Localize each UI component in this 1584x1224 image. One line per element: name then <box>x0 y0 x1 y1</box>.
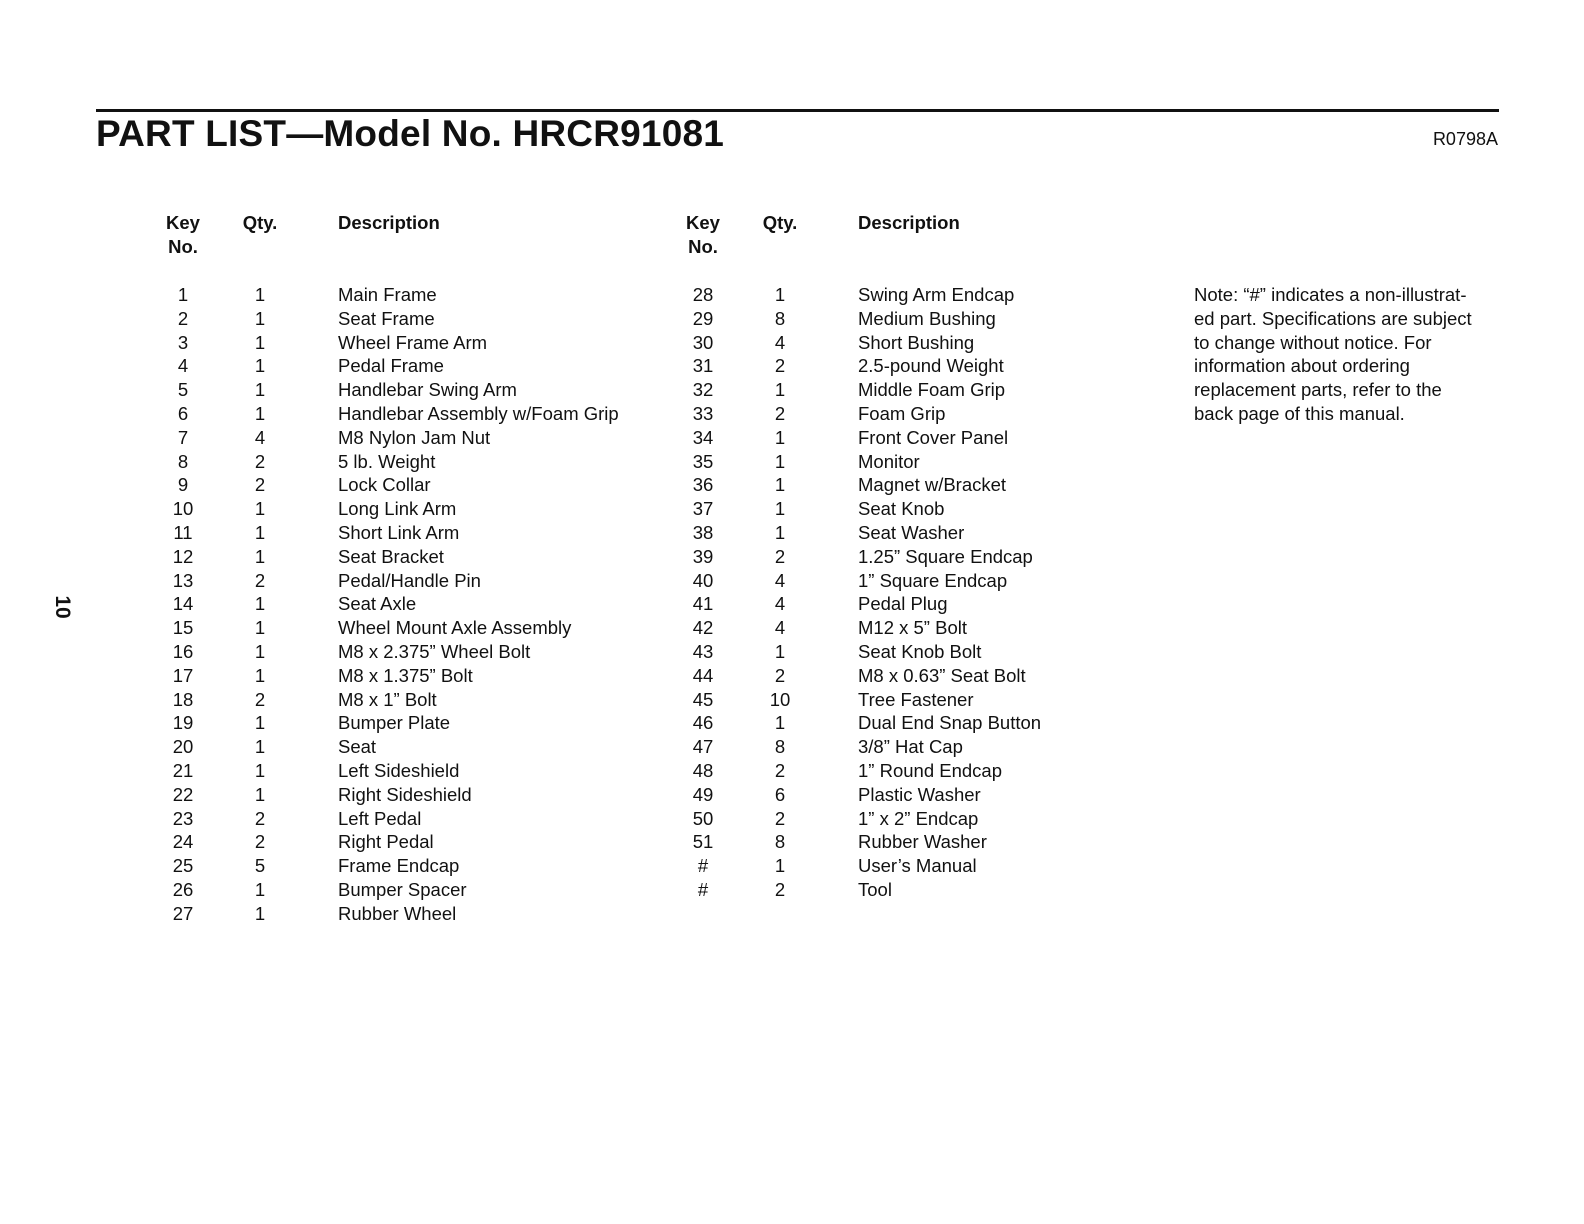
key-no-cell: 47 <box>692 736 714 758</box>
table-row <box>152 592 666 616</box>
table-row <box>152 569 666 593</box>
description-cell: Handlebar Assembly w/Foam Grip <box>338 402 619 424</box>
note-line: to change without notice. For <box>1194 331 1432 353</box>
key-no-cell: 48 <box>692 759 714 781</box>
table-row <box>672 759 1186 783</box>
table-row <box>672 830 1186 854</box>
description-cell: Medium Bushing <box>858 307 996 329</box>
qty-cell: 1 <box>254 284 266 305</box>
table-row <box>672 711 1186 735</box>
table-row <box>152 450 666 474</box>
parts-table-right <box>672 211 1186 902</box>
table-row <box>672 592 1186 616</box>
qty-cell: 1 <box>254 759 266 781</box>
description-header: Description <box>338 212 440 233</box>
table-row <box>672 473 1186 497</box>
table-row <box>152 664 666 688</box>
key-no-header: Key No. <box>686 212 720 257</box>
table-row <box>672 878 1186 902</box>
key-no-cell: 33 <box>692 402 714 424</box>
key-no-cell: 41 <box>692 593 714 615</box>
qty-cell: 2 <box>774 545 786 567</box>
table-row <box>672 402 1186 426</box>
qty-cell: 10 <box>769 688 791 710</box>
qty-cell: 6 <box>774 783 786 805</box>
description-cell: Dual End Snap Button <box>858 712 1042 734</box>
table-row <box>152 354 666 378</box>
table-header <box>672 211 1186 283</box>
key-no-cell: 9 <box>177 474 189 496</box>
table-row <box>672 331 1186 355</box>
description-cell: Seat <box>338 736 377 758</box>
key-no-cell: 17 <box>172 664 194 686</box>
qty-cell: 2 <box>774 807 786 829</box>
qty-cell: 1 <box>254 664 266 686</box>
key-no-cell: 25 <box>172 855 194 877</box>
qty-cell: 4 <box>774 569 786 591</box>
table-row <box>152 759 666 783</box>
key-no-cell: 38 <box>692 521 714 543</box>
qty-cell: 2 <box>774 878 786 900</box>
qty-cell: 1 <box>254 331 266 353</box>
qty-cell: 1 <box>254 521 266 543</box>
table-row <box>672 783 1186 807</box>
description-cell: Magnet w/Bracket <box>858 474 1007 496</box>
qty-cell: 1 <box>254 783 266 805</box>
table-row <box>672 354 1186 378</box>
note-line: ed part. Specifications are subject <box>1194 307 1472 329</box>
description-cell: 1” Round Endcap <box>858 759 1002 781</box>
key-no-cell: 24 <box>172 831 194 853</box>
qty-cell: 1 <box>774 855 786 877</box>
table-row <box>152 497 666 521</box>
qty-cell: 2 <box>254 688 266 710</box>
description-cell: 1” x 2” Endcap <box>858 807 979 829</box>
key-no-header: Key No. <box>166 212 200 257</box>
description-cell: Seat Washer <box>858 521 965 543</box>
description-cell: Seat Bracket <box>338 545 444 567</box>
table-row <box>152 283 666 307</box>
key-no-cell: 50 <box>692 807 714 829</box>
table-row <box>672 497 1186 521</box>
parts-table-left <box>152 211 666 926</box>
description-cell: Bumper Plate <box>338 712 451 734</box>
description-cell: Left Sideshield <box>338 759 460 781</box>
table-row <box>672 640 1186 664</box>
qty-cell: 1 <box>254 878 266 900</box>
qty-header: Qty. <box>762 212 798 233</box>
key-no-cell: 16 <box>172 640 194 662</box>
key-no-cell: 10 <box>172 498 194 520</box>
table-row <box>152 878 666 902</box>
description-cell: Front Cover Panel <box>858 426 1009 448</box>
qty-cell: 2 <box>774 759 786 781</box>
description-cell: 5 lb. Weight <box>338 450 436 472</box>
key-no-cell: 40 <box>692 569 714 591</box>
key-no-cell: 22 <box>172 783 194 805</box>
description-cell: M8 x 0.63” Seat Bolt <box>858 664 1026 686</box>
key-no-cell: 49 <box>692 783 714 805</box>
description-cell: Handlebar Swing Arm <box>338 379 517 401</box>
table-row <box>152 378 666 402</box>
qty-cell: 5 <box>254 855 266 877</box>
description-cell: Right Sideshield <box>338 783 472 805</box>
qty-cell: 1 <box>774 521 786 543</box>
description-cell: Monitor <box>858 450 920 472</box>
table-row <box>672 521 1186 545</box>
qty-cell: 8 <box>774 736 786 758</box>
key-no-cell: 8 <box>177 450 189 472</box>
key-no-cell: 2 <box>177 307 189 329</box>
qty-cell: 1 <box>774 712 786 734</box>
qty-cell: 1 <box>254 498 266 520</box>
description-cell: Pedal/Handle Pin <box>338 569 481 591</box>
description-header: Description <box>858 212 960 233</box>
note-line: replacement parts, refer to the <box>1194 379 1442 401</box>
table-row <box>152 307 666 331</box>
description-cell: Left Pedal <box>338 807 422 829</box>
qty-cell: 1 <box>774 498 786 520</box>
description-cell: Seat Frame <box>338 307 435 329</box>
table-row <box>152 854 666 878</box>
description-cell: M8 Nylon Jam Nut <box>338 426 491 448</box>
description-cell: Middle Foam Grip <box>858 379 1006 401</box>
description-cell: Foam Grip <box>858 402 946 424</box>
table-row <box>152 331 666 355</box>
table-row <box>672 426 1186 450</box>
description-cell: Lock Collar <box>338 474 431 496</box>
key-no-cell: 21 <box>172 759 194 781</box>
qty-cell: 1 <box>254 402 266 424</box>
table-row <box>672 735 1186 759</box>
key-no-cell: 39 <box>692 545 714 567</box>
parts-rows <box>152 283 666 926</box>
description-cell: M12 x 5” Bolt <box>858 617 967 639</box>
table-row <box>152 783 666 807</box>
key-no-cell: 4 <box>177 355 189 377</box>
key-no-cell: 13 <box>172 569 194 591</box>
description-cell: 2.5-pound Weight <box>858 355 1004 377</box>
description-cell: Seat Axle <box>338 593 417 615</box>
qty-cell: 2 <box>774 402 786 424</box>
table-row <box>672 664 1186 688</box>
key-no-cell: 6 <box>177 402 189 424</box>
key-no-cell: # <box>697 855 709 877</box>
key-no-cell: 7 <box>177 426 189 448</box>
table-row <box>672 854 1186 878</box>
description-cell: M8 x 1” Bolt <box>338 688 437 710</box>
qty-cell: 8 <box>774 307 786 329</box>
qty-cell: 4 <box>774 617 786 639</box>
qty-cell: 1 <box>774 450 786 472</box>
qty-header: Qty. <box>242 212 278 233</box>
key-no-cell: 46 <box>692 712 714 734</box>
description-cell: Frame Endcap <box>338 855 460 877</box>
description-cell: 1” Square Endcap <box>858 569 1008 591</box>
qty-cell: 1 <box>254 593 266 615</box>
page-number: 10 <box>51 595 74 619</box>
key-no-cell: # <box>697 878 709 900</box>
key-no-cell: 3 <box>177 331 189 353</box>
qty-cell: 1 <box>254 736 266 758</box>
table-row <box>152 807 666 831</box>
table-row <box>152 711 666 735</box>
qty-cell: 1 <box>254 355 266 377</box>
description-cell: Plastic Washer <box>858 783 981 805</box>
table-row <box>152 521 666 545</box>
qty-cell: 1 <box>254 379 266 401</box>
table-row <box>152 402 666 426</box>
qty-cell: 1 <box>774 474 786 496</box>
table-row <box>152 640 666 664</box>
table-row <box>152 902 666 926</box>
key-no-cell: 14 <box>172 593 194 615</box>
qty-cell: 2 <box>254 831 266 853</box>
qty-cell: 1 <box>254 545 266 567</box>
qty-cell: 4 <box>774 331 786 353</box>
table-row <box>672 450 1186 474</box>
qty-cell: 8 <box>774 831 786 853</box>
description-cell: Tool <box>858 878 892 900</box>
table-row <box>672 378 1186 402</box>
table-row <box>152 616 666 640</box>
description-cell: Pedal Frame <box>338 355 444 377</box>
key-no-cell: 35 <box>692 450 714 472</box>
key-no-cell: 32 <box>692 379 714 401</box>
table-row <box>672 545 1186 569</box>
description-cell: Tree Fastener <box>858 688 974 710</box>
description-cell: M8 x 2.375” Wheel Bolt <box>338 640 531 662</box>
qty-cell: 2 <box>254 569 266 591</box>
key-no-cell: 30 <box>692 331 714 353</box>
description-cell: Swing Arm Endcap <box>858 284 1015 305</box>
key-no-cell: 45 <box>692 688 714 710</box>
key-no-cell: 44 <box>692 664 714 686</box>
note-line: Note: “#” indicates a non-illustrat- <box>1194 284 1467 305</box>
table-row <box>152 830 666 854</box>
description-cell: M8 x 1.375” Bolt <box>338 664 473 686</box>
key-no-cell: 18 <box>172 688 194 710</box>
description-cell: Rubber Washer <box>858 831 987 853</box>
qty-cell: 1 <box>774 379 786 401</box>
description-cell: 1.25” Square Endcap <box>858 545 1033 567</box>
key-no-cell: 51 <box>692 831 714 853</box>
qty-cell: 4 <box>774 593 786 615</box>
key-no-cell: 28 <box>692 284 714 305</box>
key-no-cell: 11 <box>173 521 193 543</box>
parts-rows <box>672 283 1186 902</box>
key-no-cell: 34 <box>692 426 714 448</box>
document-code: R0798A <box>1432 129 1498 149</box>
key-no-cell: 1 <box>177 284 189 305</box>
table-row <box>152 545 666 569</box>
qty-cell: 1 <box>774 640 786 662</box>
description-cell: User’s Manual <box>858 855 977 877</box>
description-cell: Right Pedal <box>338 831 434 853</box>
key-no-cell: 42 <box>692 617 714 639</box>
table-row <box>672 283 1186 307</box>
description-cell: Long Link Arm <box>338 498 457 520</box>
key-no-cell: 29 <box>692 307 714 329</box>
description-cell: Bumper Spacer <box>338 878 467 900</box>
key-no-cell: 20 <box>172 736 194 758</box>
qty-cell: 2 <box>774 664 786 686</box>
key-no-cell: 5 <box>177 379 189 401</box>
description-cell: Main Frame <box>338 284 437 305</box>
key-no-cell: 36 <box>692 474 714 496</box>
key-no-cell: 31 <box>692 355 714 377</box>
qty-cell: 1 <box>254 640 266 662</box>
description-cell: Short Link Arm <box>338 521 460 543</box>
table-row <box>672 569 1186 593</box>
qty-cell: 1 <box>254 902 266 924</box>
table-row <box>152 473 666 497</box>
description-cell: Wheel Mount Axle Assembly <box>338 617 572 639</box>
qty-cell: 1 <box>774 284 786 305</box>
description-cell: Short Bushing <box>858 331 975 353</box>
key-no-cell: 37 <box>692 498 714 520</box>
table-header <box>152 211 666 283</box>
qty-cell: 1 <box>254 307 266 329</box>
description-cell: Seat Knob Bolt <box>858 640 982 662</box>
description-cell: Pedal Plug <box>858 593 948 615</box>
qty-cell: 2 <box>254 474 266 496</box>
key-no-cell: 15 <box>172 617 194 639</box>
table-row <box>672 616 1186 640</box>
table-row <box>672 688 1186 712</box>
qty-cell: 4 <box>254 426 266 448</box>
table-row <box>152 688 666 712</box>
description-cell: 3/8” Hat Cap <box>858 736 963 758</box>
key-no-cell: 27 <box>172 902 194 924</box>
note-line: back page of this manual. <box>1194 402 1405 424</box>
table-row <box>152 735 666 759</box>
qty-cell: 2 <box>254 450 266 472</box>
table-row <box>672 307 1186 331</box>
table-row <box>152 426 666 450</box>
table-row <box>672 807 1186 831</box>
key-no-cell: 12 <box>172 545 194 567</box>
qty-cell: 1 <box>254 712 266 734</box>
key-no-cell: 23 <box>172 807 194 829</box>
page-title: PART LIST—Model No. HRCR91081 <box>96 113 725 154</box>
qty-cell: 1 <box>774 426 786 448</box>
description-cell: Wheel Frame Arm <box>338 331 488 353</box>
key-no-cell: 43 <box>692 640 714 662</box>
description-cell: Rubber Wheel <box>338 902 457 924</box>
key-no-cell: 26 <box>172 878 194 900</box>
qty-cell: 2 <box>774 355 786 377</box>
key-no-cell: 19 <box>172 712 194 734</box>
qty-cell: 2 <box>254 807 266 829</box>
description-cell: Seat Knob <box>858 498 945 520</box>
parts-note <box>1194 283 1504 426</box>
qty-cell: 1 <box>254 617 266 639</box>
note-line: information about ordering <box>1194 355 1410 377</box>
